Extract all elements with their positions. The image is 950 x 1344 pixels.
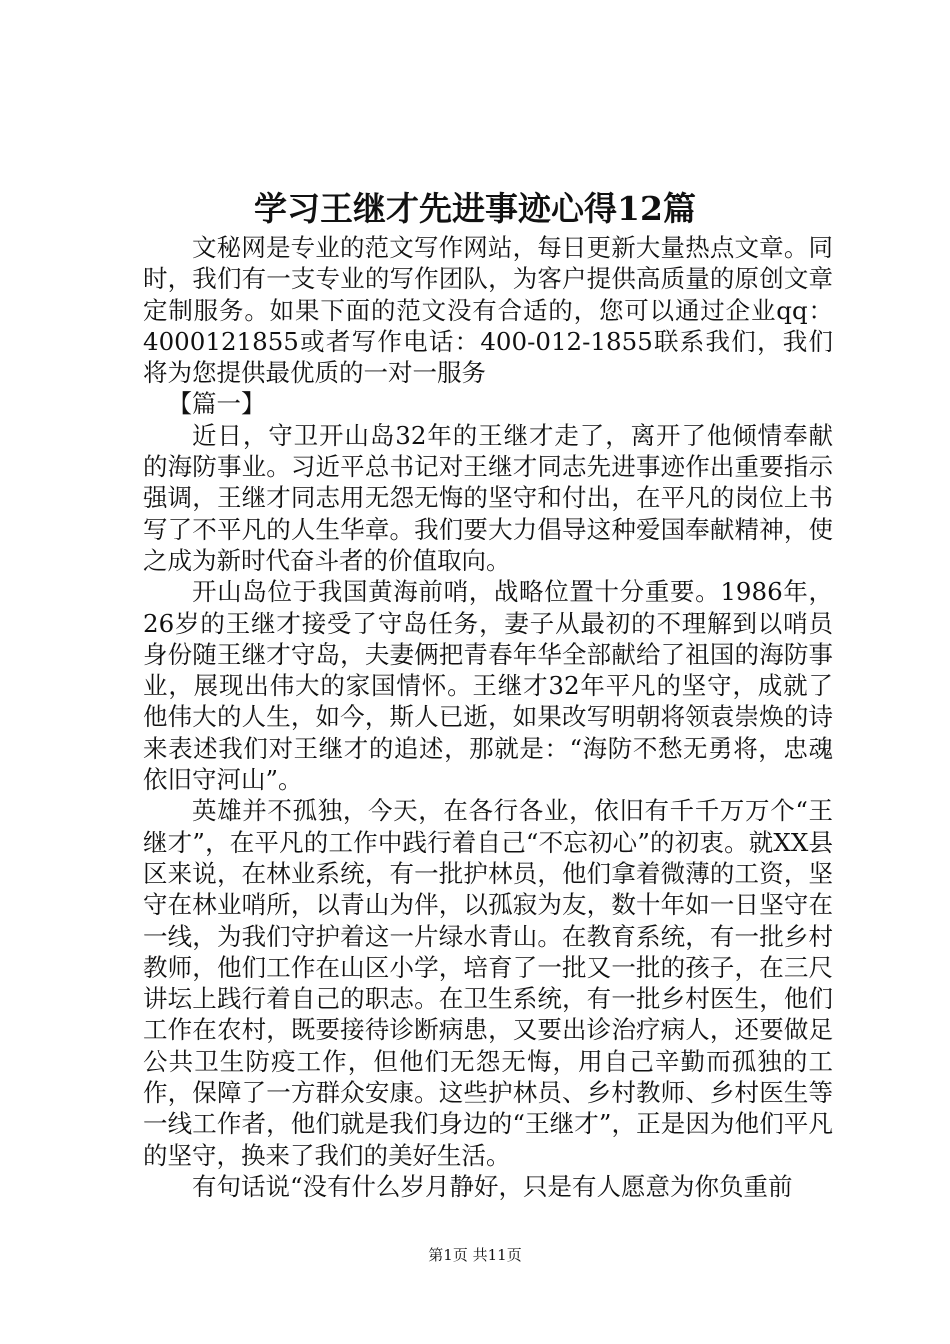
body-paragraph: 英雄并不孤独，今天，在各行各业，依旧有千千万万个“王继才”，在平凡的工作中践行着自己“不忘初心”的初衷。就XX县区来说，在林业系统，有一批护林员，他们拿着微薄的工资，坚守在林业哨所，以青山为伴，以孤寂为友，数十年如一日坚守在一线，为我们守护着这一片绿水青山。在教育系统，有一批乡村教师，他们工作在山区小学，培育了一批又一批的孩子，在三尺讲坛上践行着自己的职志。在卫生系统，有一批乡村医生，他们工作在农村，既要接待诊断病患，又要出诊治疗病人，还要做足公共卫生防疫工作，但他们无怨无悔，用自己辛勤而孤独的工作，保障了一方群众安康。这些护林员、乡村教师、乡村医生等一线工作者，他们就是我们身边的“王继才”，正是因为他们平凡的坚守，换来了我们的美好生活。 xyxy=(143,796,833,1170)
body-paragraph: 有句话说“没有什么岁月静好，只是有人愿意为你负重前 xyxy=(192,1171,793,1201)
intro-paragraph: 文秘网是专业的范文写作网站，每日更新大量热点文章。同时，我们有一支专业的写作团队，为客户提供高质量的原创文章定制服务。如果下面的范文没有合适的，您可以通过企业qq：4000121855或者写作电话：400-012-1855联系我们，我们将为您提供最优质的一对一服务 xyxy=(143,233,833,388)
body-paragraph: 开山岛位于我国黄海前哨，战略位置十分重要。1986年，26岁的王继才接受了守岛任务，妻子从最初的不理解到以哨员身份随王继才守岛，夫妻俩把青春年华全部献给了祖国的海防事业，展现出伟大的家国情怀。王继才32年平凡的坚守，成就了他伟大的人生，如今，斯人已逝，如果改写明朝将领袁崇焕的诗来表述我们对王继才的追述，那就是：“海防不愁无勇将，忠魂依旧守河山”。 xyxy=(143,577,833,795)
document-title: 学习王继才先进事迹心得12篇 xyxy=(254,189,696,228)
page-footer: 第1页 共11页 xyxy=(428,1246,522,1264)
document-body xyxy=(143,232,833,1202)
section-heading: 【篇一】 xyxy=(167,389,266,419)
body-paragraph: 近日，守卫开山岛32年的王继才走了，离开了他倾情奉献的海防事业。习近平总书记对王继才同志先进事迹作出重要指示强调，王继才同志用无怨无悔的坚守和付出，在平凡的岗位上书写了不平凡的人生华章。我们要大力倡导这种爱国奉献精神，使之成为新时代奋斗者的价值取向。 xyxy=(143,420,833,575)
